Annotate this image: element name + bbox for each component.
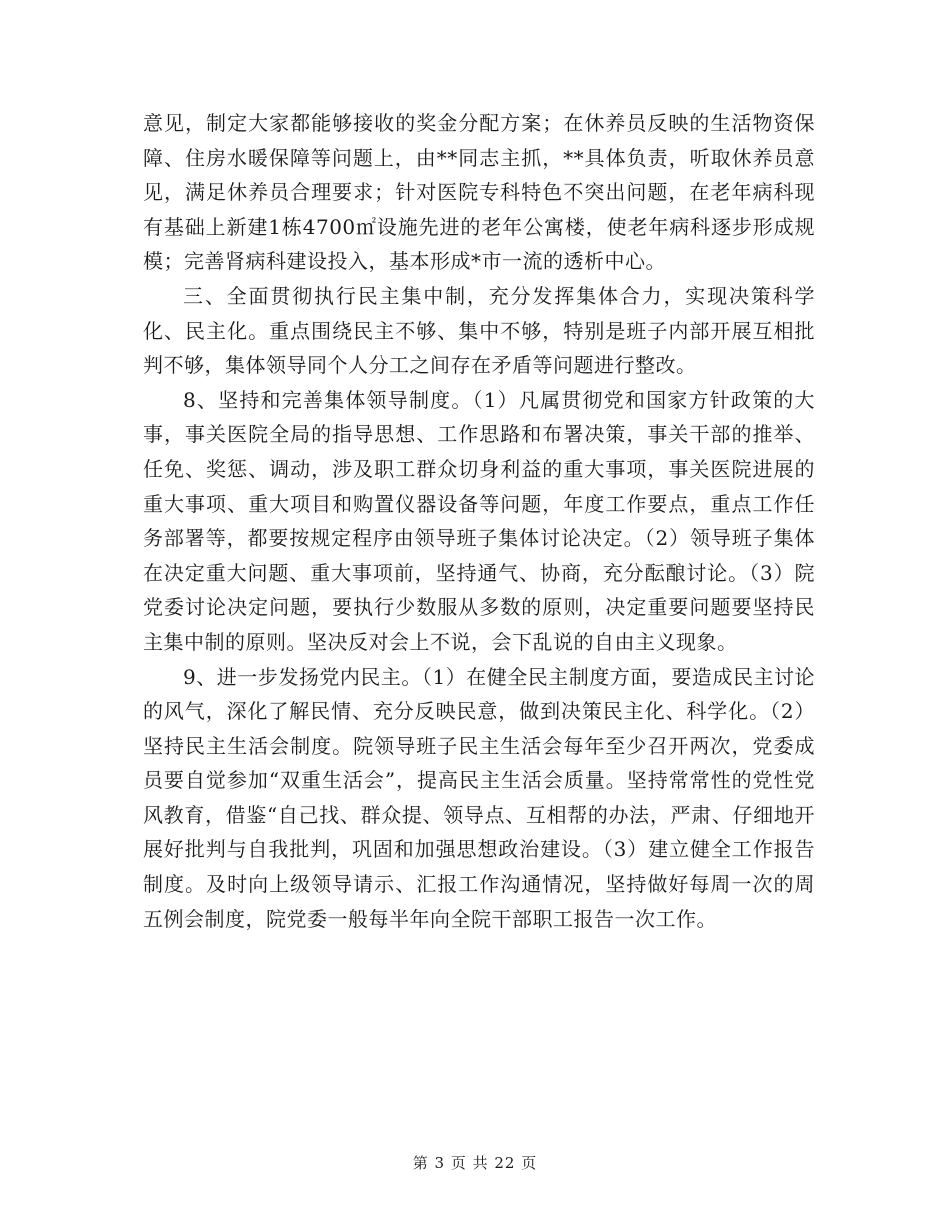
paragraph-item-9: 9、进一步发扬党内民主。（1）在健全民主制度方面，要造成民主讨论的风气，深化了解民情、充分反映民意，做到决策民主化、科学化。（2）坚持民主生活会制度。院领导班子民主生活会每年至少召开两次，党委成员要自觉参加“双重生活会”，提高民主生活会质量。坚持常常性的党性党风教育，借鉴“自己找、群众提、领导点、互相帮的办法，严肃、仔细地开展好批判与自我批判，巩固和加强思想政治建设。（3）建立健全工作报告制度。及时向上级领导请示、汇报工作沟通情况，坚持做好每周一次的周五例会制度，院党委一般每半年向全院干部职工报告一次工作。 [143,664,815,931]
paragraph-section-three: 三、全面贯彻执行民主集中制，充分发挥集体合力，实现决策科学化、民主化。重点围绕民主不够、集中不够，特别是班子内部开展互相批判不够，集体领导同个人分工之间存在矛盾等问题进行整改。 [143,283,815,378]
paragraph-item-8: 8、坚持和完善集体领导制度。（1）凡属贯彻党和国家方针政策的大事，事关医院全局的指导思想、工作思路和布署决策，事关干部的推举、任免、奖惩、调动，涉及职工群众切身利益的重大事项，事关医院进展的重大事项、重大项目和购置仪器设备等问题，年度工作要点，重点工作任务部署等，都要按规定程序由领导班子集体讨论决定。（2）领导班子集体在决定重大问题、重大事项前，坚持通气、协商，充分酝酿讨论。（3）院党委讨论决定问题，要执行少数服从多数的原则，决定重要问题要坚持民主集中制的原则。坚决反对会上不说，会下乱说的自由主义现象。 [143,387,815,654]
document-body [143,106,815,936]
page-number-footer: 第 3 页 共 22 页 [412,1154,538,1172]
paragraph-continuation: 意见，制定大家都能够接收的奖金分配方案；在休养员反映的生活物资保障、住房水暖保障等问题上，由**同志主抓，**具体负责，听取休养员意见，满足休养员合理要求；针对医院专科特色不突出问题，在老年病科现有基础上新建1栋4700㎡设施先进的老年公寓楼，使老年病科逐步形成规模；完善肾病科建设投入，基本形成*市一流的透析中心。 [143,111,815,274]
